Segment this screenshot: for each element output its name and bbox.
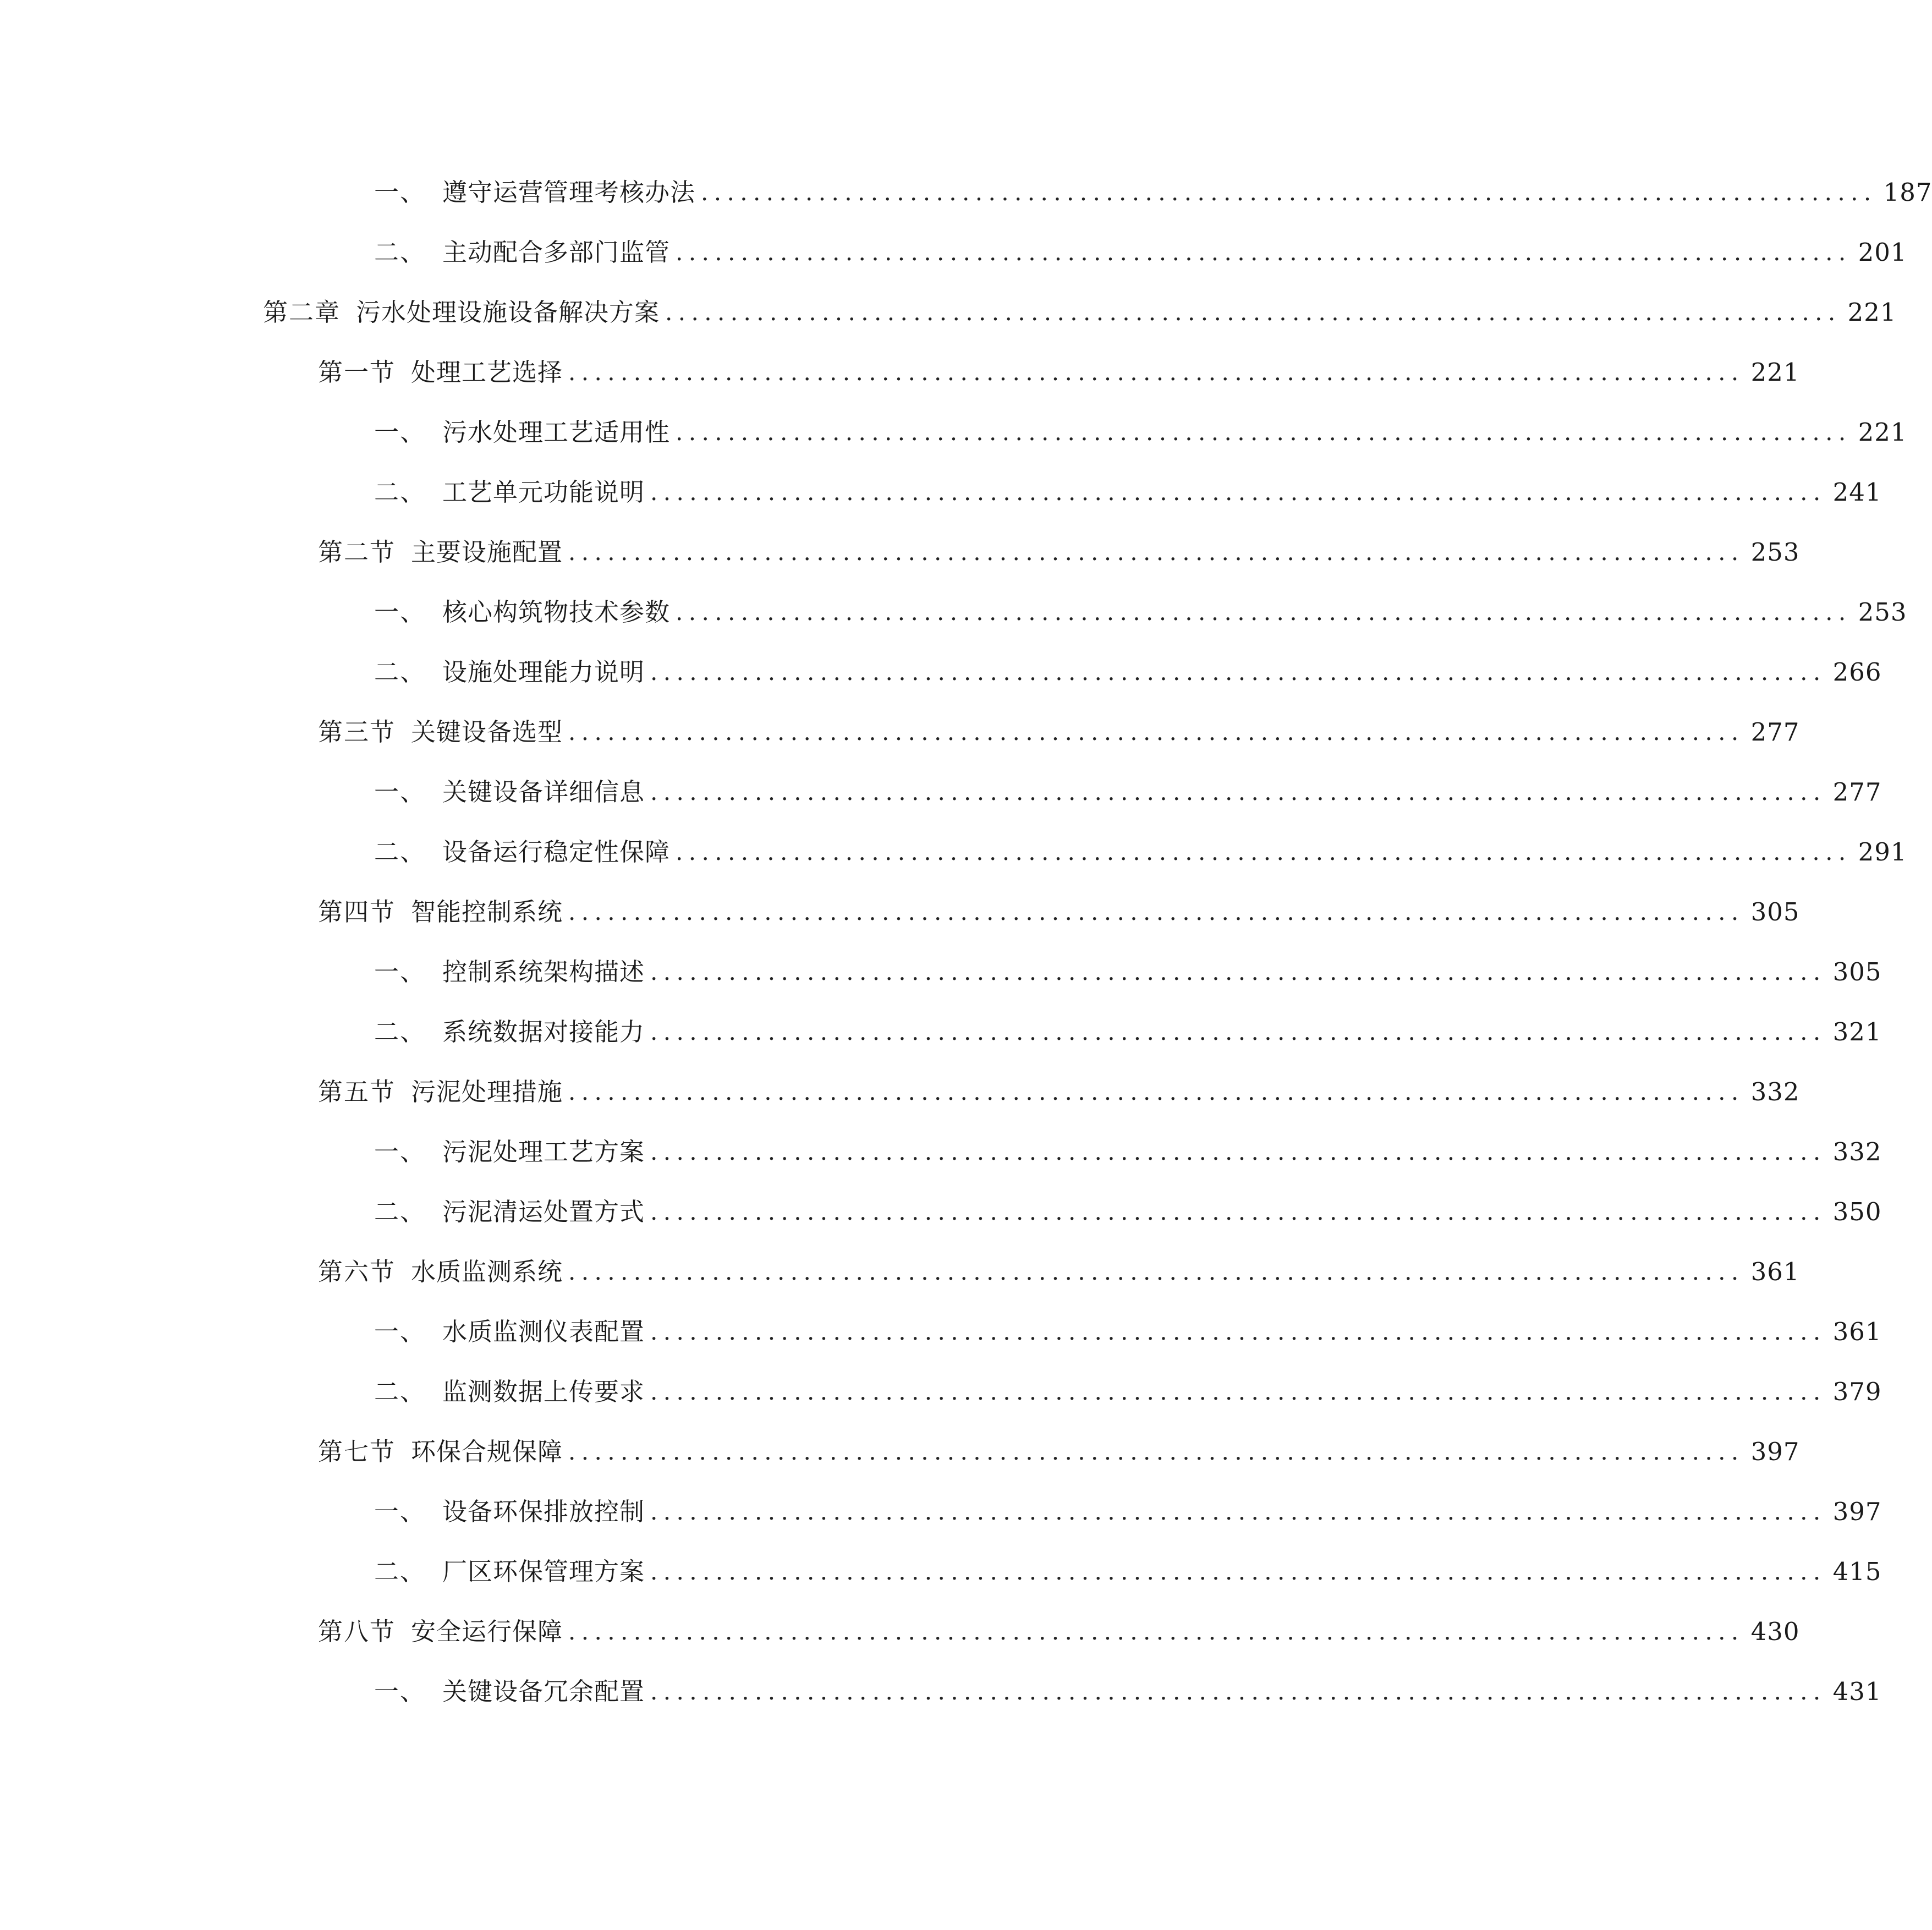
toc-page-number: 241 [1832, 478, 1882, 507]
toc-entry[interactable] [374, 1492, 1882, 1532]
toc-dot-leader: .......................................................................................... [676, 419, 1852, 446]
toc-entry-label [374, 952, 645, 992]
toc-page-number: 305 [1832, 957, 1882, 986]
toc-entry-title: 水质监测仪表配置 [442, 1317, 645, 1346]
toc-entry-label [374, 1012, 645, 1052]
toc-entry[interactable] [374, 593, 1907, 632]
toc-entry-number: 二、 [374, 478, 426, 507]
toc-entry-title: 污泥处理工艺方案 [442, 1137, 645, 1166]
toc-entry-title: 污水处理设施设备解决方案 [356, 298, 660, 327]
toc-entry-number: 二、 [374, 1197, 426, 1226]
toc-entry[interactable] [374, 413, 1907, 452]
toc-entry[interactable] [374, 1312, 1882, 1352]
toc-page-number: 397 [1832, 1497, 1882, 1526]
toc-entry-number: 第二章 [263, 298, 341, 327]
toc-entry-title: 关键设备冗余配置 [442, 1677, 645, 1706]
toc-entry[interactable] [374, 653, 1882, 692]
toc-entry[interactable] [374, 1192, 1882, 1232]
toc-page-number: 187 [1883, 178, 1932, 207]
toc-entry-title: 主要设施配置 [411, 538, 563, 567]
toc-page-number: 266 [1832, 657, 1882, 687]
toc-page-number: 332 [1832, 1137, 1882, 1166]
toc-entry-title: 污泥处理措施 [411, 1077, 563, 1106]
toc-page-number: 350 [1832, 1197, 1882, 1226]
toc-entry-title: 设备运行稳定性保障 [442, 837, 671, 867]
toc-entry-label [374, 832, 670, 872]
toc-dot-leader: .......................................................................................... [650, 1318, 1826, 1345]
toc-entry-title: 主动配合多部门监管 [442, 238, 671, 267]
toc-section-entry[interactable] [318, 892, 1800, 932]
toc-dot-leader: .......................................................................................... [568, 359, 1744, 386]
toc-page-number: 305 [1750, 897, 1800, 926]
toc-entry-number: 第七节 [318, 1437, 396, 1466]
toc-entry-label [318, 353, 563, 392]
toc-page-number: 415 [1832, 1557, 1882, 1586]
toc-entry-title: 遵守运营管理考核办法 [442, 178, 696, 207]
toc-dot-leader: .......................................................................................... [568, 1618, 1744, 1645]
toc-section-entry[interactable] [318, 533, 1800, 572]
toc-dot-leader: .......................................................................................... [650, 479, 1826, 506]
toc-entry-number: 第四节 [318, 897, 396, 926]
toc-entry-number: 二、 [374, 238, 426, 267]
toc-entry-title: 关键设备详细信息 [442, 777, 645, 807]
toc-entry-number: 一、 [374, 777, 426, 807]
toc-entry[interactable] [374, 1672, 1882, 1712]
toc-entry-number: 二、 [374, 1377, 426, 1406]
toc-entry-title: 污水处理工艺适用性 [442, 418, 671, 447]
toc-entry-title: 系统数据对接能力 [442, 1017, 645, 1046]
toc-entry-label [374, 473, 645, 512]
toc-entry-title: 设施处理能力说明 [442, 657, 645, 687]
toc-entry[interactable] [374, 473, 1882, 512]
toc-entry-title: 水质监测系统 [411, 1257, 563, 1286]
toc-entry-label [318, 1252, 563, 1292]
toc-page-number: 277 [1832, 777, 1882, 807]
toc-entry-label [374, 1672, 645, 1712]
toc-entry-label [318, 712, 563, 752]
toc-page-number: 221 [1858, 418, 1907, 447]
toc-entry-label [318, 533, 563, 572]
toc-entry-title: 智能控制系统 [411, 897, 563, 926]
toc-dot-leader: .......................................................................................... [650, 958, 1826, 985]
toc-entry-title: 工艺单元功能说明 [442, 478, 645, 507]
toc-entry-label [374, 413, 670, 452]
toc-dot-leader: .......................................................................................... [650, 659, 1826, 686]
toc-dot-leader: .......................................................................................... [650, 1378, 1826, 1405]
toc-section-entry[interactable] [318, 1252, 1800, 1292]
toc-dot-leader: .......................................................................................... [568, 539, 1744, 566]
toc-entry-number: 二、 [374, 837, 426, 867]
toc-entry-title: 监测数据上传要求 [442, 1377, 645, 1406]
toc-entry-title: 处理工艺选择 [411, 358, 563, 387]
toc-entry[interactable] [374, 173, 1932, 212]
toc-dot-leader: .......................................................................................... [650, 1138, 1826, 1165]
toc-entry-label [318, 1612, 563, 1652]
toc-dot-leader: .......................................................................................... [650, 1498, 1826, 1525]
toc-entry-number: 第二节 [318, 538, 396, 567]
toc-entry-number: 第一节 [318, 358, 396, 387]
toc-page-number: 221 [1847, 298, 1897, 327]
toc-section-entry[interactable] [318, 353, 1800, 392]
toc-entry[interactable] [374, 1132, 1882, 1172]
toc-page-number: 291 [1858, 837, 1907, 867]
toc-dot-leader: .......................................................................................... [568, 719, 1744, 745]
toc-entry[interactable] [374, 233, 1907, 272]
toc-page-number: 397 [1750, 1437, 1800, 1466]
toc-page-number: 277 [1750, 717, 1800, 747]
toc-dot-leader: .......................................................................................... [568, 1438, 1744, 1465]
toc-entry-title: 污泥清运处置方式 [442, 1197, 645, 1226]
toc-entry-label [374, 653, 645, 692]
toc-entry-label [374, 593, 670, 632]
toc-page-number: 253 [1858, 597, 1907, 627]
toc-entry-label [318, 1432, 563, 1472]
toc-entry-number: 一、 [374, 1677, 426, 1706]
toc-entry[interactable] [374, 1012, 1882, 1052]
toc-dot-leader: .......................................................................................... [650, 1198, 1826, 1225]
toc-chapter-entry[interactable] [263, 293, 1897, 332]
toc-entry-number: 一、 [374, 1137, 426, 1166]
toc-entry-number: 一、 [374, 418, 426, 447]
toc-entry-number: 一、 [374, 1317, 426, 1346]
toc-section-entry[interactable] [318, 1072, 1800, 1112]
toc-dot-leader: .......................................................................................... [665, 299, 1841, 326]
toc-entry-label [374, 772, 645, 812]
toc-entry-number: 第八节 [318, 1617, 396, 1646]
toc-page-number: 321 [1832, 1017, 1882, 1046]
toc-page-number: 221 [1750, 358, 1800, 387]
toc-dot-leader: .......................................................................................... [676, 599, 1852, 626]
toc-entry[interactable] [374, 1552, 1882, 1592]
toc-entry-label [263, 293, 660, 332]
toc-section-entry[interactable] [318, 1432, 1800, 1472]
toc-entry-label [374, 1312, 645, 1352]
toc-dot-leader: .......................................................................................... [568, 898, 1744, 925]
toc-entry-number: 第六节 [318, 1257, 396, 1286]
toc-section-entry[interactable] [318, 1612, 1800, 1652]
toc-entry-number: 一、 [374, 957, 426, 986]
toc-entry-number: 二、 [374, 657, 426, 687]
toc-entry-title: 关键设备选型 [411, 717, 563, 747]
toc-entry-label [374, 173, 695, 212]
toc-section-entry[interactable] [318, 712, 1800, 752]
toc-entry-title: 安全运行保障 [411, 1617, 563, 1646]
toc-page-number: 332 [1750, 1077, 1800, 1106]
toc-page-number: 430 [1750, 1617, 1800, 1646]
toc-entry-number: 二、 [374, 1557, 426, 1586]
toc-entry-title: 厂区环保管理方案 [442, 1557, 645, 1586]
toc-entry-title: 核心构筑物技术参数 [442, 597, 671, 627]
toc-entry-number: 第三节 [318, 717, 396, 747]
toc-entry-label [374, 1492, 645, 1532]
toc-entry[interactable] [374, 952, 1882, 992]
toc-entry-label [374, 233, 670, 272]
toc-dot-leader: .......................................................................................... [650, 1558, 1826, 1585]
toc-dot-leader: .......................................................................................... [650, 778, 1826, 805]
toc-entry-label [318, 892, 563, 932]
toc-dot-leader: .......................................................................................... [701, 179, 1877, 206]
toc-dot-leader: .......................................................................................... [676, 239, 1852, 266]
toc-entry[interactable] [374, 832, 1907, 872]
toc-entry-number: 一、 [374, 597, 426, 627]
toc-page-number: 201 [1858, 238, 1907, 267]
toc-dot-leader: .......................................................................................... [568, 1258, 1744, 1285]
toc-entry-number: 二、 [374, 1017, 426, 1046]
toc-dot-leader: .......................................................................................... [676, 838, 1852, 865]
toc-page-number: 361 [1832, 1317, 1882, 1346]
toc-entry[interactable] [374, 1372, 1882, 1412]
toc-entry-label [318, 1072, 563, 1112]
toc-entry-title: 控制系统架构描述 [442, 957, 645, 986]
toc-dot-leader: .......................................................................................... [650, 1678, 1826, 1705]
toc-entry[interactable] [374, 772, 1882, 812]
toc-page-number: 379 [1832, 1377, 1882, 1406]
toc-page-number: 361 [1750, 1257, 1800, 1286]
toc-entry-label [374, 1132, 645, 1172]
toc-entry-number: 一、 [374, 178, 426, 207]
toc-page-number: 253 [1750, 538, 1800, 567]
toc-entry-number: 第五节 [318, 1077, 396, 1106]
toc-entry-label [374, 1552, 645, 1592]
toc-entry-number: 一、 [374, 1497, 426, 1526]
toc-entry-title: 设备环保排放控制 [442, 1497, 645, 1526]
toc-entry-label [374, 1372, 645, 1412]
toc-entry-title: 环保合规保障 [411, 1437, 563, 1466]
toc-dot-leader: .......................................................................................... [650, 1018, 1826, 1045]
toc-page-number: 431 [1832, 1677, 1882, 1706]
toc-dot-leader: .......................................................................................... [568, 1078, 1744, 1105]
toc-entry-label [374, 1192, 645, 1232]
